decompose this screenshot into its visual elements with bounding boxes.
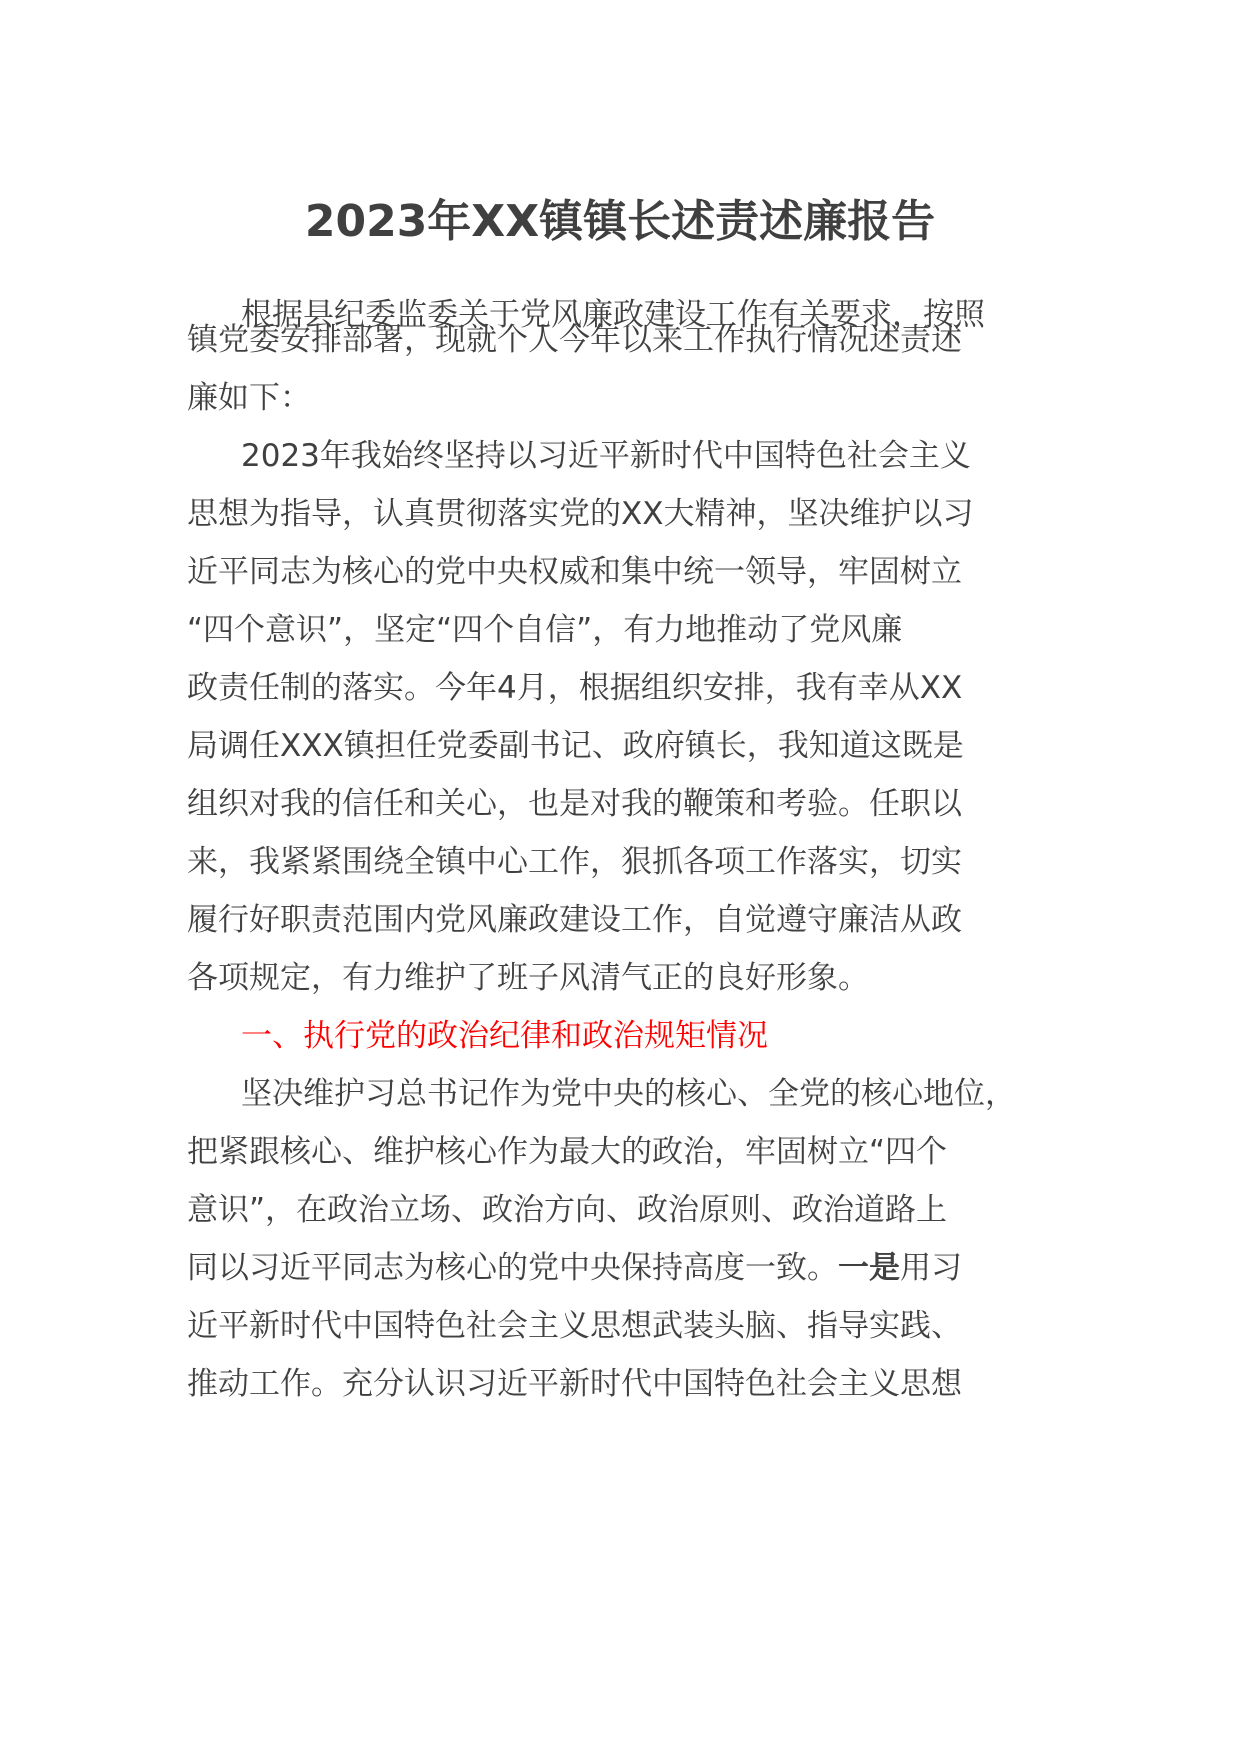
paragraph-1-line: 廉如下： [187, 380, 311, 416]
paragraph-2-line: 2023年我始终坚持以习近平新时代中国特色社会主义 [241, 438, 971, 474]
paragraph-3-line: 推动工作。充分认识习近平新时代中国特色社会主义思想 [187, 1366, 962, 1402]
paragraph-1-line: 根据县纪委监委关于党风廉政建设工作有关要求，按照 [241, 297, 985, 333]
emphasis-label: 一是 [838, 1250, 900, 1286]
paragraph-2-line: 思想为指导，认真贯彻落实党的XX大精神，坚决维护以习 [187, 496, 974, 532]
paragraph-3-text: 用习 [900, 1250, 962, 1286]
paragraph-2-line: 局调任XXX镇担任党委副书记、政府镇长，我知道这既是 [187, 728, 964, 764]
paragraph-3-line: 近平新时代中国特色社会主义思想武装头脑、指导实践、 [187, 1308, 962, 1344]
paragraph-3-line: 坚决维护习总书记作为党中央的核心、全党的核心地位， [241, 1076, 1016, 1112]
paragraph-2-line: 来，我紧紧围绕全镇中心工作，狠抓各项工作落实，切实 [187, 844, 962, 880]
paragraph-1-line: 镇党委安排部署，现就个人今年以来工作执行情况述责述 [187, 322, 962, 358]
paragraph-3-line [187, 1248, 962, 1288]
paragraph-2-line: 各项规定，有力维护了班子风清气正的良好形象。 [187, 960, 869, 996]
paragraph-2-line: 履行好职责范围内党风廉政建设工作，自觉遵守廉洁从政 [187, 902, 962, 938]
section-heading: 一、执行党的政治纪律和政治规矩情况 [241, 1018, 768, 1054]
paragraph-3-text: 同以习近平同志为核心的党中央保持高度一致。 [187, 1250, 838, 1286]
paragraph-2-line: “四个意识”，坚定“四个自信”，有力地推动了党风廉 [187, 612, 903, 648]
paragraph-3-line: 意识”，在政治立场、政治方向、政治原则、政治道路上 [187, 1192, 948, 1228]
paragraph-3-line: 把紧跟核心、维护核心作为最大的政治，牢固树立“四个 [187, 1134, 948, 1170]
document-title: 2023年XX镇镇长述责述廉报告 [304, 196, 936, 247]
paragraph-2-line: 近平同志为核心的党中央权威和集中统一领导，牢固树立 [187, 554, 962, 590]
paragraph-2-line: 组织对我的信任和关心，也是对我的鞭策和考验。任职以 [187, 786, 962, 822]
paragraph-2-line: 政责任制的落实。今年4月，根据组织安排，我有幸从XX [187, 670, 963, 706]
